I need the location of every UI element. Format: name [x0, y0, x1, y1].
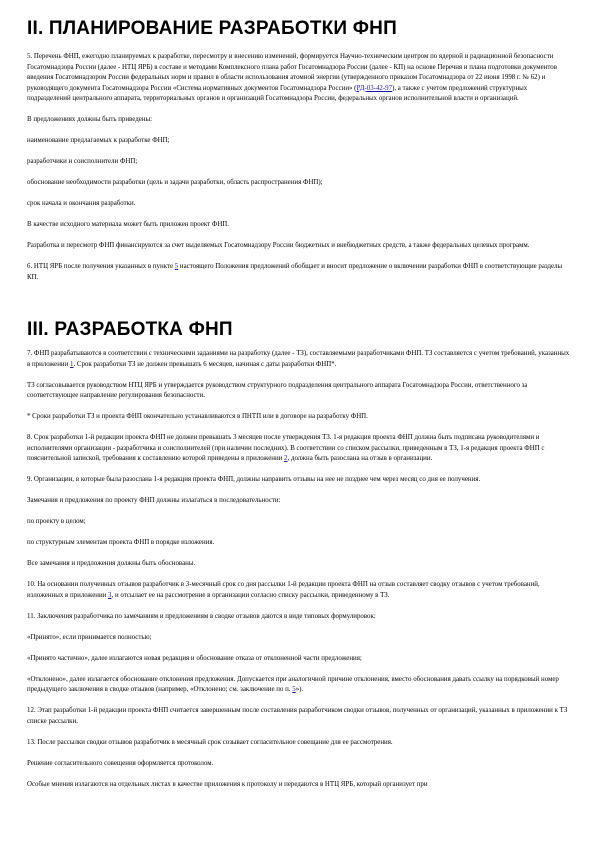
- proposals-intro: В предложениях должны быть приведены:: [27, 116, 152, 123]
- paragraph-8-text-a: 8. Срок разработки 1-й редакции проекта ФНП не должен превышать 3 месяцев после утверждения ТЗ. 1-я редакция проекта ФНП должна быть подписана руководителями и исполнителями организации - разработчика и соисполнителей (при наличии последних). В соответствии со списком рассылки, приведенным в ТЗ, 1-я редакция проекта ФНП с пояснительной запиской, требования к составлению которой приведены в приложении: [27, 434, 545, 462]
- remarks-item-whole: по проекту в целом;: [27, 518, 86, 525]
- paragraph-12: 12. Этап разработки 1-й редакции проекта ФНП считается завершенным после составления разработчиком сводки отзывов, полученных от организаций, указанных в приложении к ТЗ списке рассылки.: [27, 707, 568, 725]
- paragraph-8: [27, 433, 570, 465]
- paragraph-11: 11. Заключения разработчика по замечаниям и предложениям в сводке отзывов даются в виде типовых формулировок:: [27, 612, 376, 620]
- proposal-item-name: наименование предлагаемых к разработке ФНП;: [27, 137, 170, 144]
- item-5-link[interactable]: 5: [174, 263, 179, 270]
- proposal-item-deadline: срок начала и окончания разработки.: [27, 200, 136, 207]
- source-material-note: В качестве исходного материала может быть приложен проект ФНП.: [27, 221, 229, 228]
- remarks-order-intro: Замечания и предложения по проекту ФНП должны излагаться в последовательности:: [27, 497, 281, 504]
- paragraph-9: 9. Организации, в которые была разослана 1-я редакция проекта ФНП, должны направить отзывы на нее не позднее чем через месяц со дня ее получения.: [27, 476, 481, 483]
- special-opinions-paragraph: Особые мнения излагаются на отдельных листах в качестве приложения к протоколу и передаются в НТЦ ЯРБ, который организует при: [27, 780, 428, 788]
- paragraph-5-text-a: 5. Перечень ФНП, ежегодно планируемых к разработке, пересмотру и внесению изменений, формируется Научно-техническим центром по ядерной и радиационной безопасности Госатомнадзора России (далее - НТЦ ЯРБ) в составе и методами Комплексного плана работ Госатомнадзора России (далее - КП) на основе Перечня и плана подготовки документов введения Госатомнадзором России федеральных норм и правил в области использования атомной энергии (утвержденного приказом Госатомнадзора от 22 июня 1998 г. № 62) и руководящего документа Госатомнадзора России «Система нормативных документов Госатомнадзора России» (: [27, 53, 557, 92]
- formulation-partially-accepted: «Принято частично», далее излагаются новая редакция и обоснование отказа от отклоненной части предложения;: [27, 654, 362, 662]
- paragraph-6: [27, 262, 570, 283]
- appendix-3-link[interactable]: 3: [108, 591, 112, 599]
- paragraph-10: [27, 580, 570, 601]
- paragraph-7-text-a: 7. ФНП разрабатываются в соответствии с техническими заданиями на разработку (далее - ТЗ), составляемыми разработчиками ФНП. ТЗ составляется с учетом требований, указанных в приложении: [27, 350, 570, 368]
- rd-03-42-97-link[interactable]: РД-03-42-97: [356, 84, 393, 92]
- meeting-decision-paragraph: Решение согласительного совещения оформляется протоколом.: [27, 759, 214, 767]
- formulation-accepted: «Принято», если принимается полностью;: [27, 633, 152, 641]
- appendix-2-link[interactable]: 2: [284, 455, 288, 462]
- appendix-1-link[interactable]: 1: [70, 360, 74, 368]
- proposal-item-justification: обоснование необходимости разработки (цель и задачи разработки, область распространения ФНП);: [27, 179, 323, 186]
- section-3-body: [27, 349, 570, 801]
- formulation-rejected: [27, 675, 570, 696]
- tz-approval-paragraph: ТЗ согласовывается руководством НТЦ ЯРБ и утверждается руководством структурного подразделения центрального аппарата Госатомнадзора России, ответственного за соответствующее направление регулирования безопасности.: [27, 381, 528, 399]
- remarks-item-elements: по структурным элементам проекта ФНП в порядке изложения.: [27, 539, 215, 546]
- paragraph-13: 13. После рассылки сводки отзывов разработчик в месячный срок созывает согласительное совещание для ее рассмотрения.: [27, 738, 393, 746]
- paragraph-6-text-b: настоящего Положения предложений обобщает и вносит предложение о включении разработки ФНП в соответствующие разделы КП.: [27, 263, 563, 281]
- paragraph-5-text-b: ), а также с учетом предложений структурных подразделений центрального аппарата, территориальных органов и организаций Госатомнадзора России, федеральных органов исполнительной власти и организаций.: [27, 84, 528, 102]
- paragraph-6-text-a: 6. НТЦ ЯРБ после получения указанных в пункте: [27, 263, 175, 270]
- paragraph-5: [27, 52, 570, 105]
- footnote-deadlines: * Сроки разработки ТЗ и проекта ФНП окончательно устанавливаются в ПНТП или в договоре на разработку ФНП.: [27, 413, 368, 420]
- funding-paragraph: Разработка и пересмотр ФНП финансируются за счет выделяемых Госатомнадзору России бюджетных и внебюджетных средств, а также федеральных целевых программ.: [27, 242, 530, 249]
- paragraph-10-text-a: 10. На основании полученных отзывов разработчик в 3-месячный срок со дня рассылки 1-й редакции проекта ФНП на отзыв составляет сводку отзывов с учетом требований, изложенных в приложении: [27, 581, 540, 599]
- paragraph-8-text-b: , должна быть разослана на отзыв в организации.: [287, 455, 433, 462]
- section-2-heading: II. ПЛАНИРОВАНИЕ РАЗРАБОТКИ ФНП: [27, 18, 397, 39]
- section-2-body: [27, 52, 570, 294]
- section-3-heading: III. РАЗРАБОТКА ФНП: [27, 319, 233, 340]
- clause-5-link[interactable]: 5: [292, 686, 296, 693]
- formulation-rejected-text-b: »).: [295, 686, 304, 693]
- proposal-item-developers: разработчики и соисполнители ФНП;: [27, 158, 138, 165]
- paragraph-10-text-b: , и отсылает ее на рассмотрение в организации согласно списку рассылки, приведенному в ТЗ.: [111, 591, 390, 599]
- paragraph-7: [27, 349, 570, 370]
- paragraph-7-text-b: . Срок разработки ТЗ не должен превышать 6 месяцев, начиная с даты разработки ФНП*.: [73, 360, 337, 368]
- formulation-rejected-text-a: «Отклонено», далее излагается обоснование отклонения предложения. Допускается при аналогичной причине отклонения, вместо обоснования давать ссылку на порядковый номер предыдущего заключения в сводке отзывов (например, «Отклонено; см. заключение по п.: [27, 675, 559, 693]
- remarks-justified-note: Все замечания и предложения должны быть обоснованы.: [27, 560, 196, 567]
